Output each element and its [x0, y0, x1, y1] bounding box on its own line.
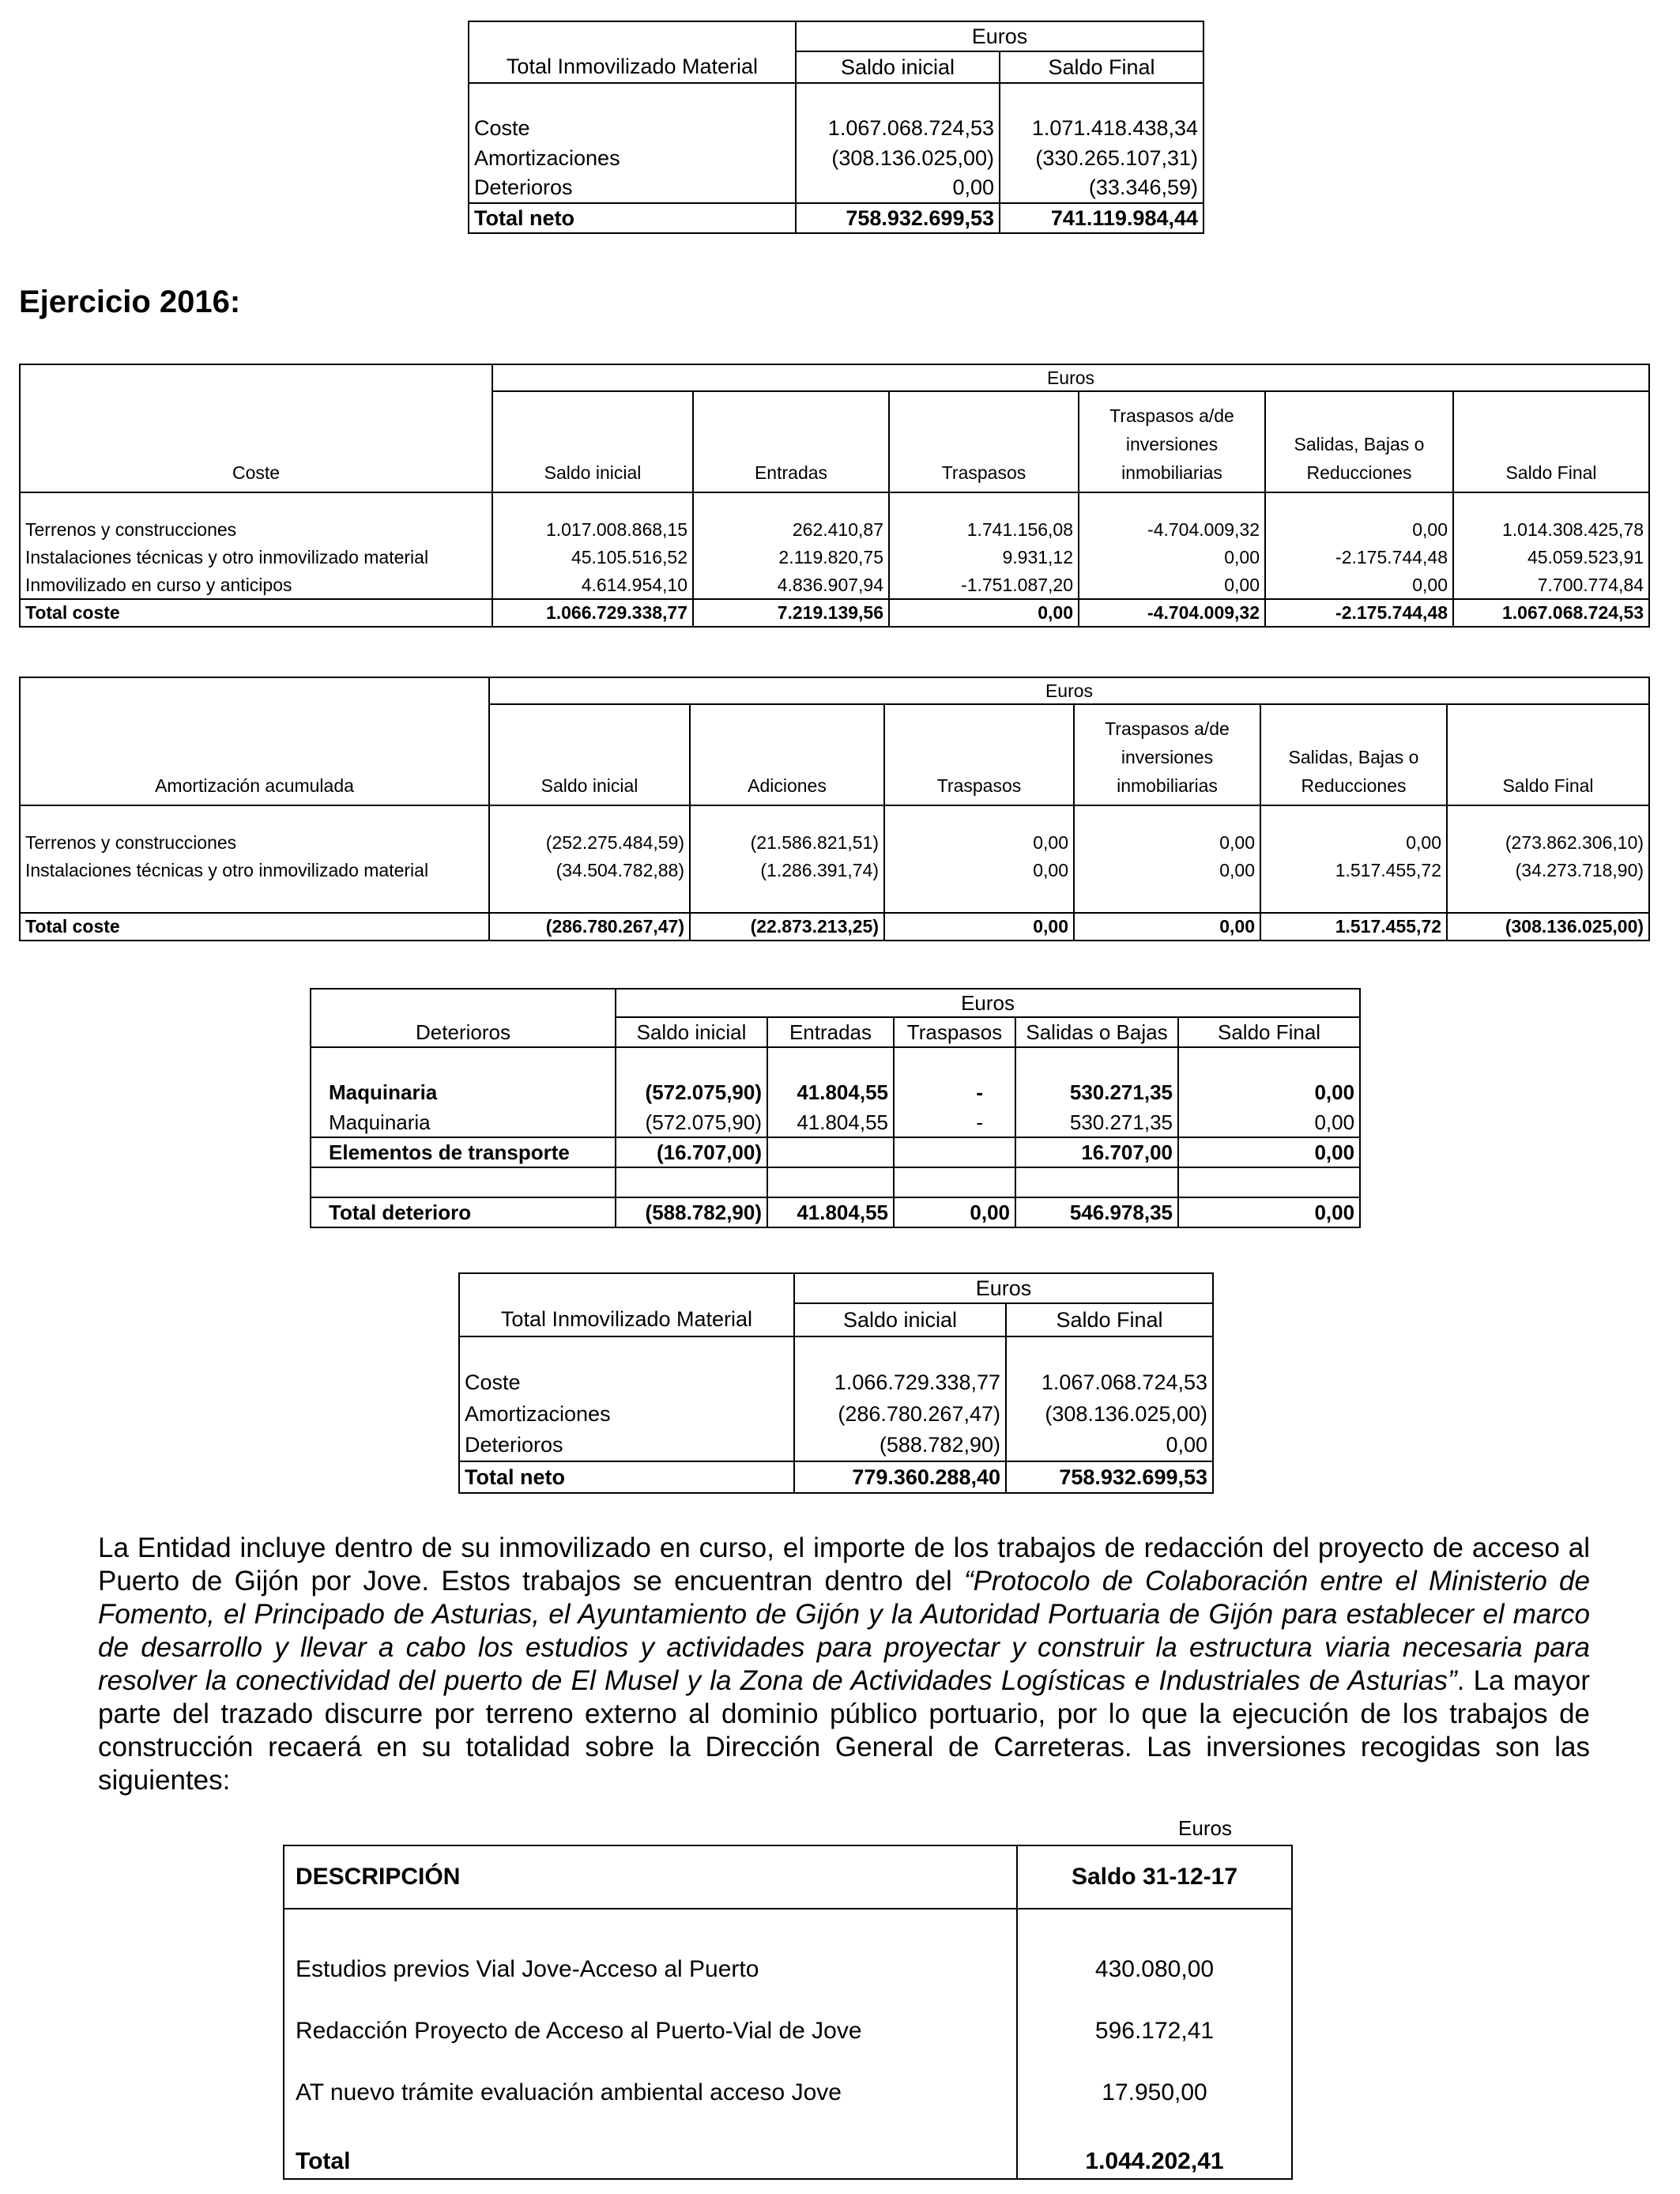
col-header: Amortización acumulada [20, 704, 489, 805]
table-row: Terrenos y construcciones 1.017.008.868,15 262.410,87 1.741.156,08 -4.704.009,32 0,00 1.014.308.425,78 [20, 516, 1649, 544]
col-header: Adiciones [690, 704, 884, 805]
col-saldo: Saldo 31-12-17 [1017, 1845, 1292, 1909]
deterioro-table-2016 [310, 988, 1361, 1228]
col-header: Deterioros [311, 1017, 616, 1047]
euros-header: Euros [794, 1273, 1213, 1303]
euros-header: Euros [616, 989, 1360, 1017]
table-row: Instalaciones técnicas y otro inmovilizado material 45.105.516,52 2.119.820,75 9.931,12 0,00 -2.175.744,48 45.059.523,91 [20, 544, 1649, 571]
euros-header: Euros [796, 21, 1203, 51]
table-row: Maquinaria (572.075,90) 41.804,55 - 530.271,35 0,00 [311, 1107, 1360, 1137]
total-row: Total coste 1.066.729.338,77 7.219.139,56 0,00 -4.704.009,32 -2.175.744,48 1.067.068.724,53 [20, 599, 1649, 627]
amortizacion-table-2016 [19, 677, 1650, 941]
table-row: Elementos de transporte (16.707,00) 16.707,00 0,00 [311, 1137, 1360, 1167]
table-row: Maquinaria (572.075,90) 41.804,55 - 530.271,35 0,00 [311, 1077, 1360, 1107]
col-header: Traspasos a/de inversiones inmobiliarias [1074, 704, 1260, 805]
col-header: Saldo inicial [489, 704, 690, 805]
total-row: Total neto 779.360.288,40 758.932.699,53 [459, 1461, 1213, 1493]
col-header: Saldo Final [1178, 1017, 1360, 1047]
total-row: Total neto 758.932.699,53 741.119.984,44 [469, 203, 1203, 233]
col-header: Salidas, Bajas o Reducciones [1260, 704, 1447, 805]
table-row: Redacción Proyecto de Acceso al Puerto-Vial de Jove 596.172,41 [284, 2000, 1292, 2062]
col-descripcion: DESCRIPCIÓN [284, 1845, 1017, 1909]
summary-table-2016 [458, 1272, 1214, 1494]
col-header: Saldo inicial [492, 391, 693, 492]
col-header: Entradas [693, 391, 889, 492]
table-title: Total Inmovilizado Material [469, 51, 796, 83]
euros-label: Euros [1178, 1816, 1232, 1840]
col-saldo-inicial: Saldo inicial [794, 1303, 1006, 1336]
section-heading: Ejercicio 2016: [19, 285, 241, 319]
total-row: Total deterioro (588.782,90) 41.804,55 0,00 546.978,35 0,00 [311, 1197, 1360, 1227]
col-header: Coste [20, 391, 492, 492]
table-row: AT nuevo trámite evaluación ambiental acceso Jove 17.950,00 [284, 2062, 1292, 2124]
col-header: Salidas o Bajas [1015, 1017, 1178, 1047]
table-row: Terrenos y construcciones (252.275.484,59) (21.586.821,51) 0,00 0,00 0,00 (273.862.306,10) [20, 829, 1649, 857]
table-row: Deterioros 0,00 (33.346,59) [469, 173, 1203, 203]
col-saldo-final: Saldo Final [1000, 51, 1203, 83]
col-header: Saldo Final [1453, 391, 1649, 492]
table-row: Coste 1.067.068.724,53 1.071.418.438,34 [469, 113, 1203, 143]
table-row: Coste 1.066.729.338,77 1.067.068.724,53 [459, 1367, 1213, 1398]
total-row: Total coste (286.780.267,47) (22.873.213,25) 0,00 0,00 1.517.455,72 (308.136.025,00) [20, 913, 1649, 941]
col-header: Saldo Final [1447, 704, 1649, 805]
col-header: Traspasos [889, 391, 1079, 492]
coste-table-2016 [19, 364, 1650, 628]
body-paragraph: La Entidad incluye dentro de su inmovilizado en curso, el importe de los trabajos de redacción del proyecto de acceso al Puerto de Gijón por Jove. Estos trabajos se encuentran dentro del “Protocolo de Colaboración entre el Ministerio de Fomento, el Principado de Asturias, el Ayuntamiento de Gijón y la Autoridad Portuaria de Gijón para establecer el marco de desarrollo y llevar a cabo los estudios y actividades para proyectar y construir la estructura viaria necesaria para resolver la conectividad del puerto de El Musel y la Zona de Actividades Logísticas e Industriales de Asturias”. La mayor parte del trazado discurre por terreno externo al dominio público portuario, por lo que la ejecución de los trabajos de construcción recaerá en su totalidad sobre la Dirección General de Carreteras. Las inversiones recogidas son las siguientes: [98, 1532, 1590, 1796]
total-row: Total 1.044.202,41 [284, 2124, 1292, 2179]
table-row: Amortizaciones (308.136.025,00) (330.265.107,31) [469, 143, 1203, 173]
table-row: Inmovilizado en curso y anticipos 4.614.954,10 4.836.907,94 -1.751.087,20 0,00 0,00 7.700.774,84 [20, 571, 1649, 599]
euros-header: Euros [492, 364, 1649, 391]
col-header: Traspasos a/de inversiones inmobiliarias [1079, 391, 1265, 492]
summary-table-2017 [468, 21, 1204, 234]
table-row: Instalaciones técnicas y otro inmovilizado material (34.504.782,88) (1.286.391,74) 0,00 0,00 1.517.455,72 (34.273.718,90) [20, 857, 1649, 884]
table-row: Estudios previos Vial Jove-Acceso al Puerto 430.080,00 [284, 1939, 1292, 2000]
table-row: Deterioros (588.782,90) 0,00 [459, 1430, 1213, 1461]
col-header: Salidas, Bajas o Reducciones [1265, 391, 1453, 492]
col-header: Entradas [767, 1017, 894, 1047]
col-header: Traspasos [894, 1017, 1015, 1047]
table-title: Total Inmovilizado Material [459, 1303, 794, 1336]
col-header: Traspasos [884, 704, 1074, 805]
table-row: Amortizaciones (286.780.267,47) (308.136.025,00) [459, 1398, 1213, 1430]
col-header: Saldo inicial [616, 1017, 767, 1047]
col-saldo-final: Saldo Final [1006, 1303, 1213, 1336]
euros-header: Euros [489, 677, 1649, 704]
inversiones-table [283, 1845, 1293, 2180]
col-saldo-inicial: Saldo inicial [796, 51, 1000, 83]
